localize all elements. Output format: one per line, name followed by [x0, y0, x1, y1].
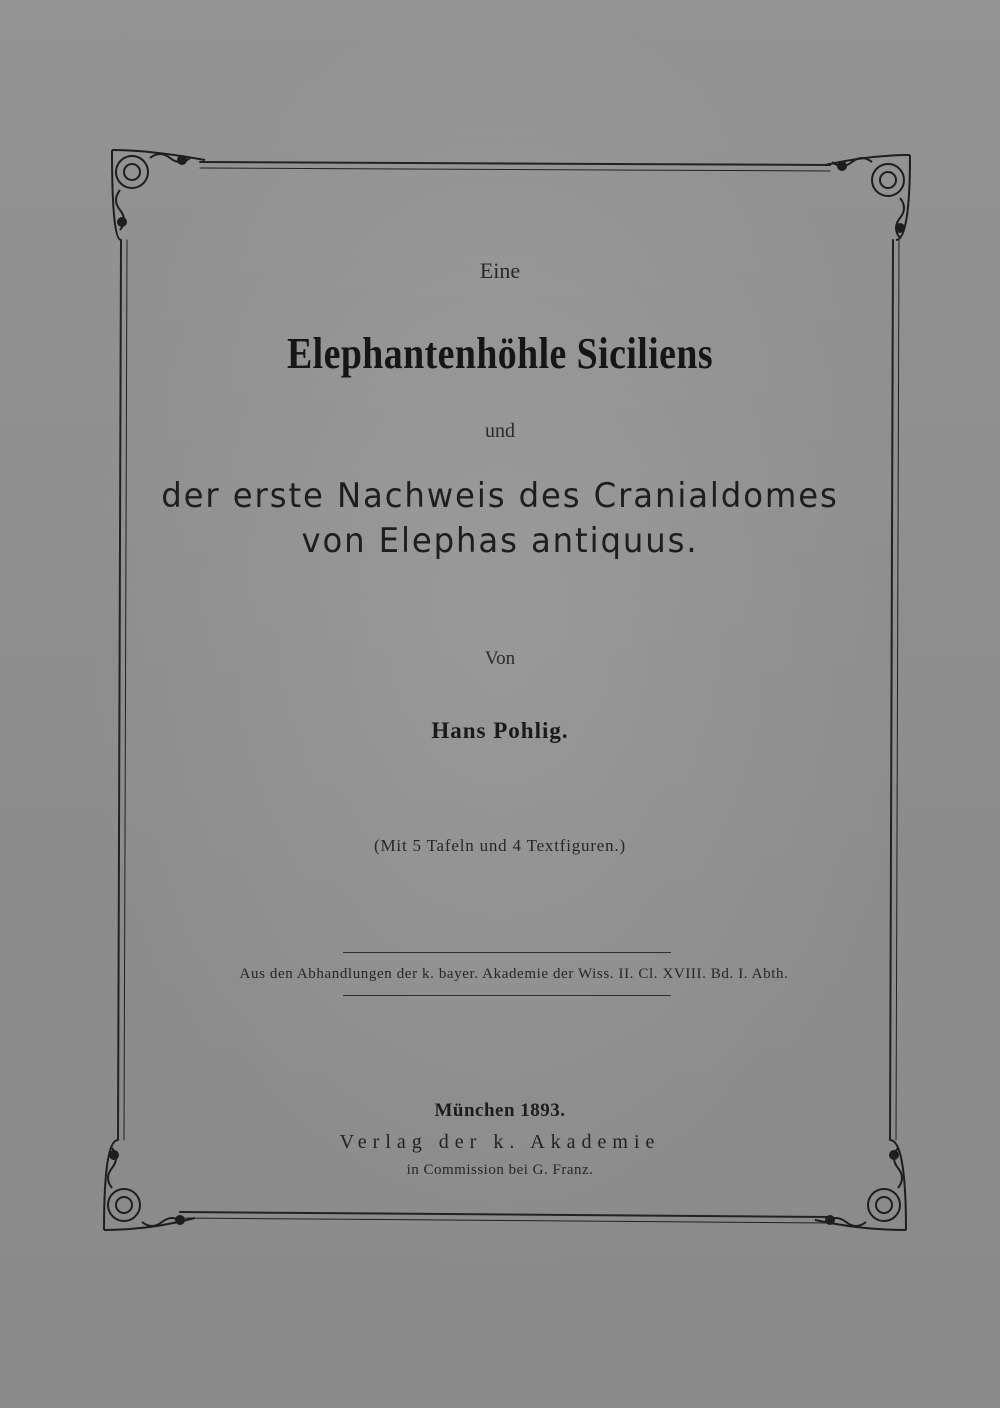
place-year: München 1893.	[434, 1100, 566, 1121]
subtitle-line-2: von Elephas antiquus.	[301, 521, 699, 561]
main-title: Elephantenhöhle Siciliens	[286, 329, 714, 378]
corner-ornament-top-left	[112, 150, 205, 240]
publisher: Verlag der k. Akademie	[339, 1131, 661, 1153]
by-line: Von	[484, 648, 516, 669]
divider-rule-top	[343, 952, 671, 953]
author-name: Hans Pohlig.	[431, 718, 569, 743]
commission-note: in Commission bei G. Franz.	[406, 1162, 594, 1178]
source-note: Aus den Abhandlungen der k. bayer. Akademie der Wiss. II. Cl. XVIII. Bd. I. Abth.	[239, 966, 789, 982]
subtitle-line-1: der erste Nachweis des Cranialdomes	[161, 476, 839, 516]
plates-note: (Mit 5 Tafeln und 4 Textfiguren.)	[374, 836, 626, 855]
pre-title: Eine	[479, 258, 521, 283]
title-conjunction: und	[485, 420, 515, 442]
divider-rule-bottom	[343, 995, 671, 996]
corner-ornament-top-right	[825, 155, 910, 240]
